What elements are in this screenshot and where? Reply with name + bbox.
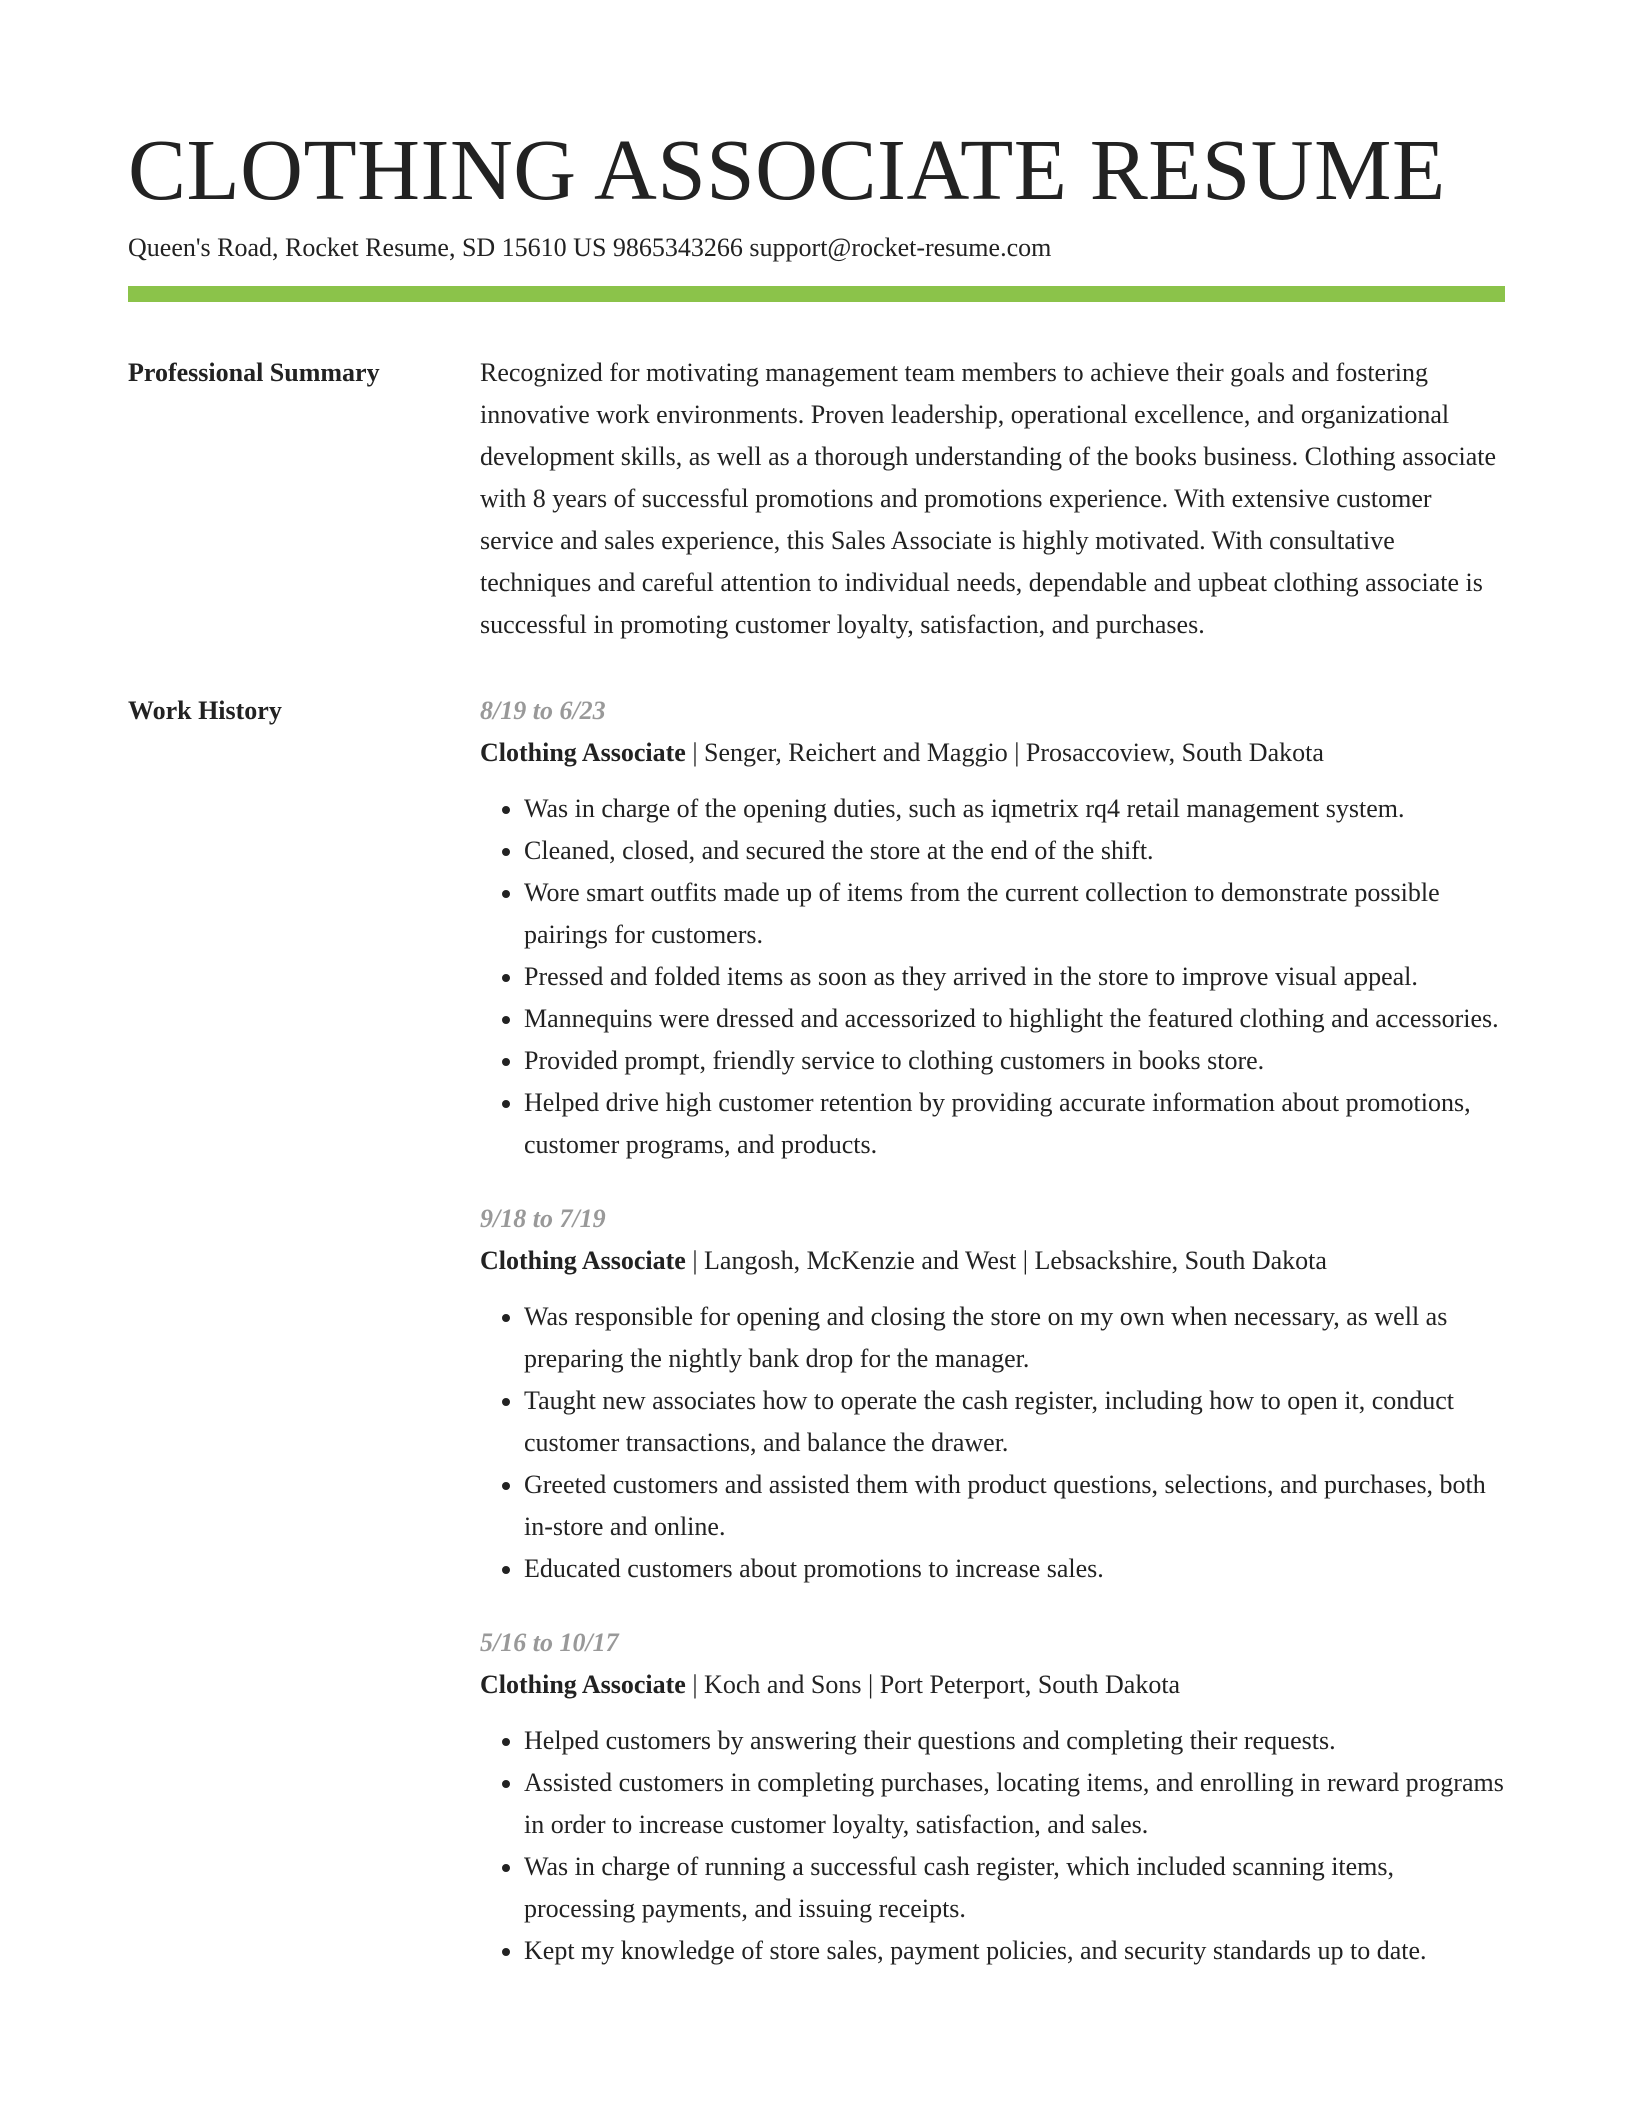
work-history-section	[128, 690, 1505, 2004]
job-header	[480, 1240, 1505, 1282]
job-bullet: • Provided prompt, friendly service to clothing customers in books store.	[524, 1040, 1505, 1082]
job-bullet: • Was responsible for opening and closing the store on my own when necessary, as well as preparing the nightly bank drop for the manager.	[524, 1296, 1505, 1380]
job-bullet: • Greeted customers and assisted them with product questions, selections, and purchases, both in-store and online.	[524, 1464, 1505, 1548]
job-bullet: • Mannequins were dressed and accessorized to highlight the featured clothing and accessories.	[524, 998, 1505, 1040]
job-entry	[480, 1622, 1505, 1972]
contact-line: Queen's Road, Rocket Resume, SD 15610 US 9865343266 support@rocket-resume.com	[128, 233, 1052, 262]
job-bullet: • Wore smart outfits made up of items from the current collection to demonstrate possible pairings for customers.	[524, 872, 1505, 956]
job-bullet: • Educated customers about promotions to increase sales.	[524, 1548, 1505, 1590]
job-entry	[480, 690, 1505, 1166]
resume-page	[128, 0, 1505, 2004]
job-dates: 9/18 to 7/19	[480, 1204, 606, 1233]
job-employer-location: | Koch and Sons | Port Peterport, South Dakota	[685, 1670, 1181, 1699]
job-employer-location: | Langosh, McKenzie and West | Lebsackshire, South Dakota	[685, 1246, 1327, 1275]
page-title: CLOTHING ASSOCIATE RESUME	[128, 121, 1446, 218]
summary-section	[128, 352, 1505, 646]
job-dates: 8/19 to 6/23	[480, 696, 606, 725]
job-bullet: • Was in charge of running a successful cash register, which included scanning items, processing payments, and issuing receipts.	[524, 1846, 1505, 1930]
job-bullet: • Helped customers by answering their questions and completing their requests.	[524, 1720, 1505, 1762]
job-bullet: • Cleaned, closed, and secured the store at the end of the shift.	[524, 830, 1505, 872]
job-header	[480, 1664, 1505, 1706]
job-bullet-list	[480, 788, 1505, 1166]
job-bullet: • Was in charge of the opening duties, such as iqmetrix rq4 retail management system.	[524, 788, 1505, 830]
summary-text: Recognized for motivating management team members to achieve their goals and fostering innovative work environments. Proven leadership, operational excellence, and organizational development skills, as well as a thorough understanding of the books business. Clothing associate with 8 years of successful promotions and promotions experience. With extensive customer service and sales experience, this Sales Associate is highly motivated. With consultative techniques and careful attention to individual needs, dependable and upbeat clothing associate is successful in promoting customer loyalty, satisfaction, and purchases.	[480, 358, 1497, 639]
work-history-body	[480, 690, 1505, 2004]
job-title: Clothing Associate	[480, 1246, 686, 1275]
job-employer-location: | Senger, Reichert and Maggio | Prosaccoview, South Dakota	[685, 738, 1324, 767]
job-bullet: • Pressed and folded items as soon as they arrived in the store to improve visual appeal.	[524, 956, 1505, 998]
job-dates: 5/16 to 10/17	[480, 1628, 619, 1657]
job-entry	[480, 1198, 1505, 1590]
job-bullet: • Kept my knowledge of store sales, payment policies, and security standards up to date.	[524, 1930, 1505, 1972]
accent-divider	[128, 286, 1505, 302]
job-title: Clothing Associate	[480, 1670, 686, 1699]
job-bullet-list	[480, 1720, 1505, 1972]
job-bullet: • Taught new associates how to operate the cash register, including how to open it, conduct customer transactions, and balance the drawer.	[524, 1380, 1505, 1464]
summary-heading: Professional Summary	[128, 358, 380, 387]
job-bullet: • Assisted customers in completing purchases, locating items, and enrolling in reward programs in order to increase customer loyalty, satisfaction, and sales.	[524, 1762, 1505, 1846]
summary-body	[480, 352, 1505, 646]
work-history-heading: Work History	[128, 696, 282, 725]
job-title: Clothing Associate	[480, 738, 686, 767]
job-bullet-list	[480, 1296, 1505, 1590]
job-header	[480, 732, 1505, 774]
job-bullet: • Helped drive high customer retention by providing accurate information about promotions, customer programs, and products.	[524, 1082, 1505, 1166]
